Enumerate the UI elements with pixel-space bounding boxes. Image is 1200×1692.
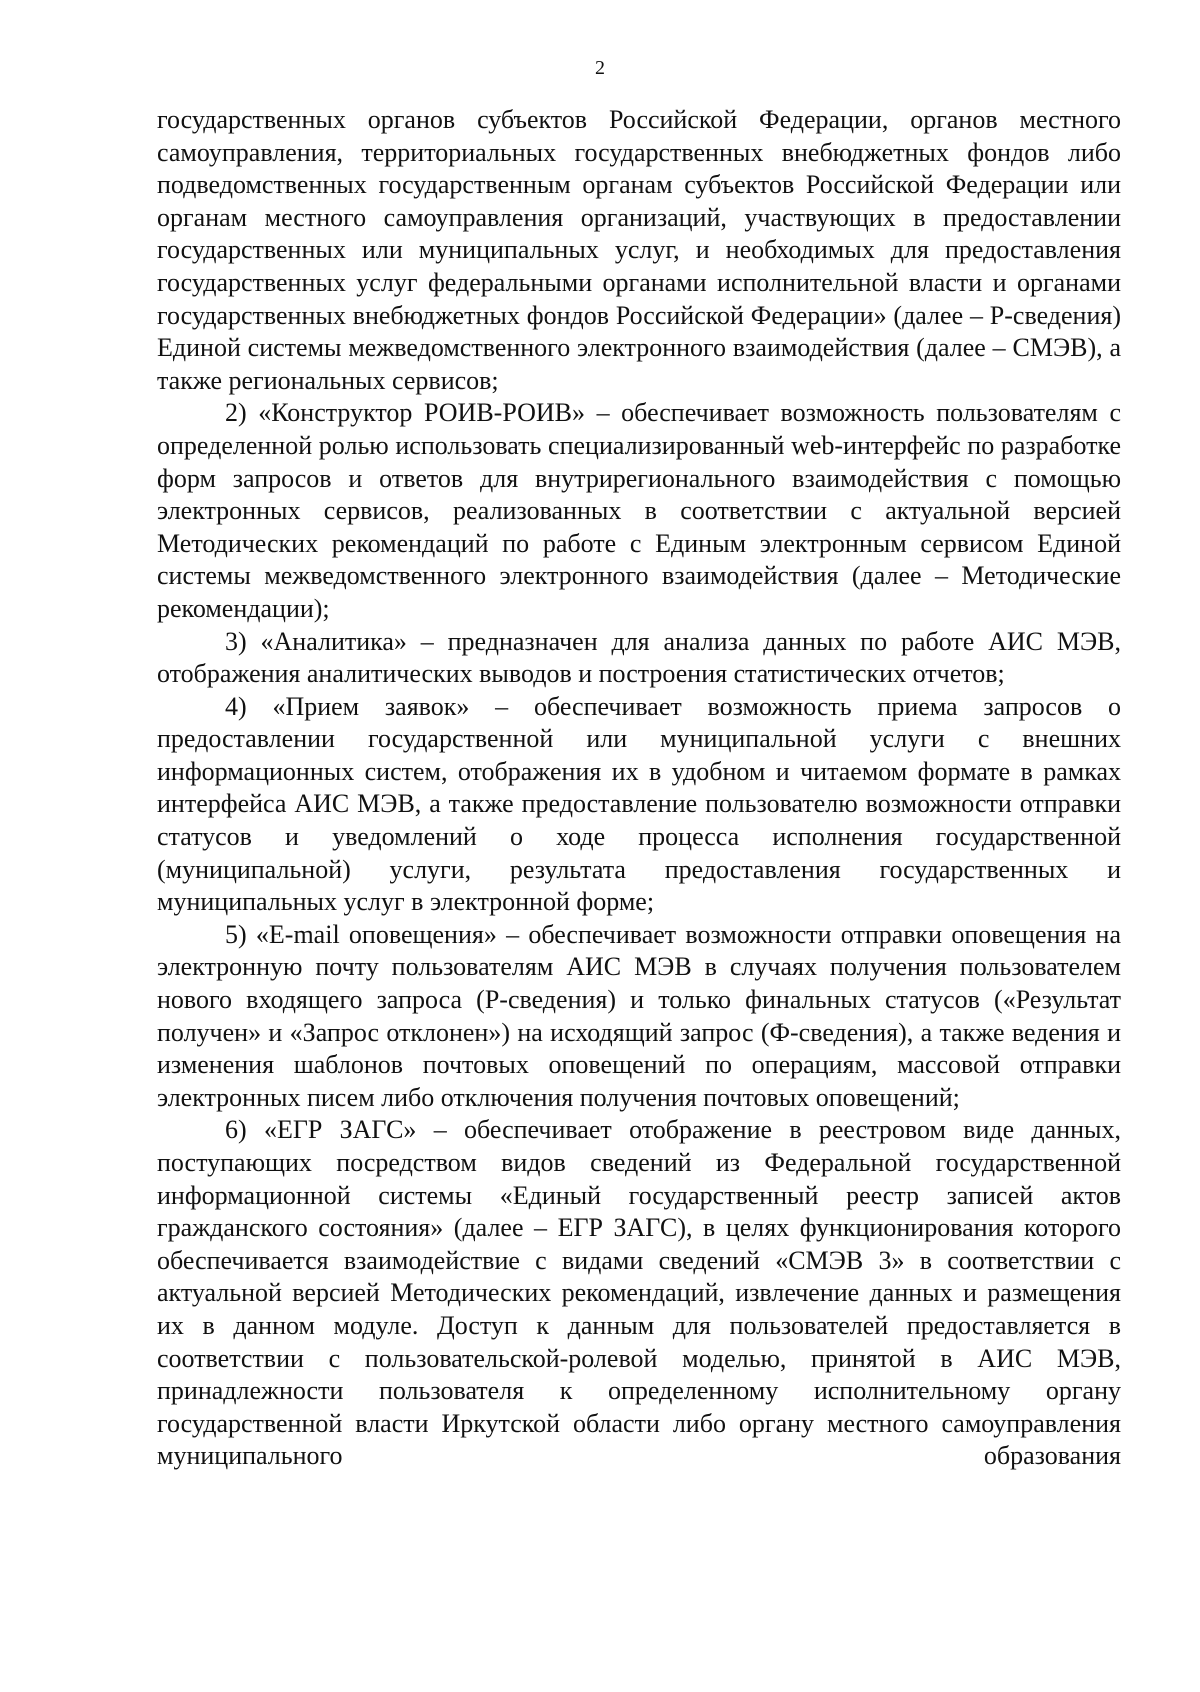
paragraph-item-3: 3) «Аналитика» – предназначен для анализа данных по работе АИС МЭВ, отображения аналитических выводов и построения статистических отчетов; [157, 626, 1121, 689]
paragraph-item-5: 5) «E-mail оповещения» – обеспечивает возможности отправки оповещения на электронную почту пользователям АИС МЭВ в случаях получения пользователем нового входящего запроса (Р-сведения) и только финальных статусов («Результат получен» и «Запрос отклонен») на исходящий запрос (Ф-сведения), а также ведения и изменения шаблонов почтовых оповещений по операциям, массовой отправки электронных писем либо отключения получения почтовых оповещений; [157, 919, 1121, 1112]
paragraph-continuation: государственных органов субъектов Российской Федерации, органов местного самоуправления, территориальных государственных внебюджетных фондов либо подведомственных государственным органам субъектов Российской Федерации или органам местного самоуправления организаций, участвующих в предоставлении государственных или муниципальных услуг, и необходимых для предоставления государственных услуг федеральными органами исполнительной власти и органами государственных внебюджетных фондов Российской Федерации» (далее – Р-сведения) Единой системы межведомственного электронного взаимодействия (далее – СМЭВ), а также региональных сервисов; [157, 105, 1121, 395]
page-number: 2 [595, 57, 605, 79]
document-body [157, 104, 1121, 1473]
paragraph-item-2: 2) «Конструктор РОИВ-РОИВ» – обеспечивает возможность пользователям с определенной ролью использовать специализированный web-интерфейс по разработке форм запросов и ответов для внутрирегионального взаимодействия с помощью электронных сервисов, реализованных в соответствии с актуальной версией Методических рекомендаций по работе с Единым электронным сервисом Единой системы межведомственного электронного взаимодействия (далее – Методические рекомендации); [157, 398, 1121, 623]
paragraph-item-4: 4) «Прием заявок» – обеспечивает возможность приема запросов о предоставлении государственной или муниципальной услуги с внешних информационных систем, отображения их в удобном и читаемом формате в рамках интерфейса АИС МЭВ, а также предоставление пользователю возможности отправки статусов и уведомлений о ходе процесса исполнения государственной (муниципальной) услуги, результата предоставления государственных и муниципальных услуг в электронной форме; [157, 691, 1121, 917]
paragraph-item-6: 6) «ЕГР ЗАГС» – обеспечивает отображение в реестровом виде данных, поступающих посредством видов сведений из Федеральной государственной информационной системы «Единый государственный реестр записей актов гражданского состояния» (далее – ЕГР ЗАГС), в целях функционирования которого обеспечивается взаимодействие с видами сведений «СМЭВ 3» в соответствии с актуальной версией Методических рекомендаций, извлечение данных и размещения их в данном модуле. Доступ к данным для пользователей предоставляется в соответствии с пользовательской-ролевой моделью, принятой в АИС МЭВ, принадлежности пользователя к определенному исполнительному органу государственной власти Иркутской области либо органу местного самоуправления муниципального образования [157, 1115, 1121, 1471]
